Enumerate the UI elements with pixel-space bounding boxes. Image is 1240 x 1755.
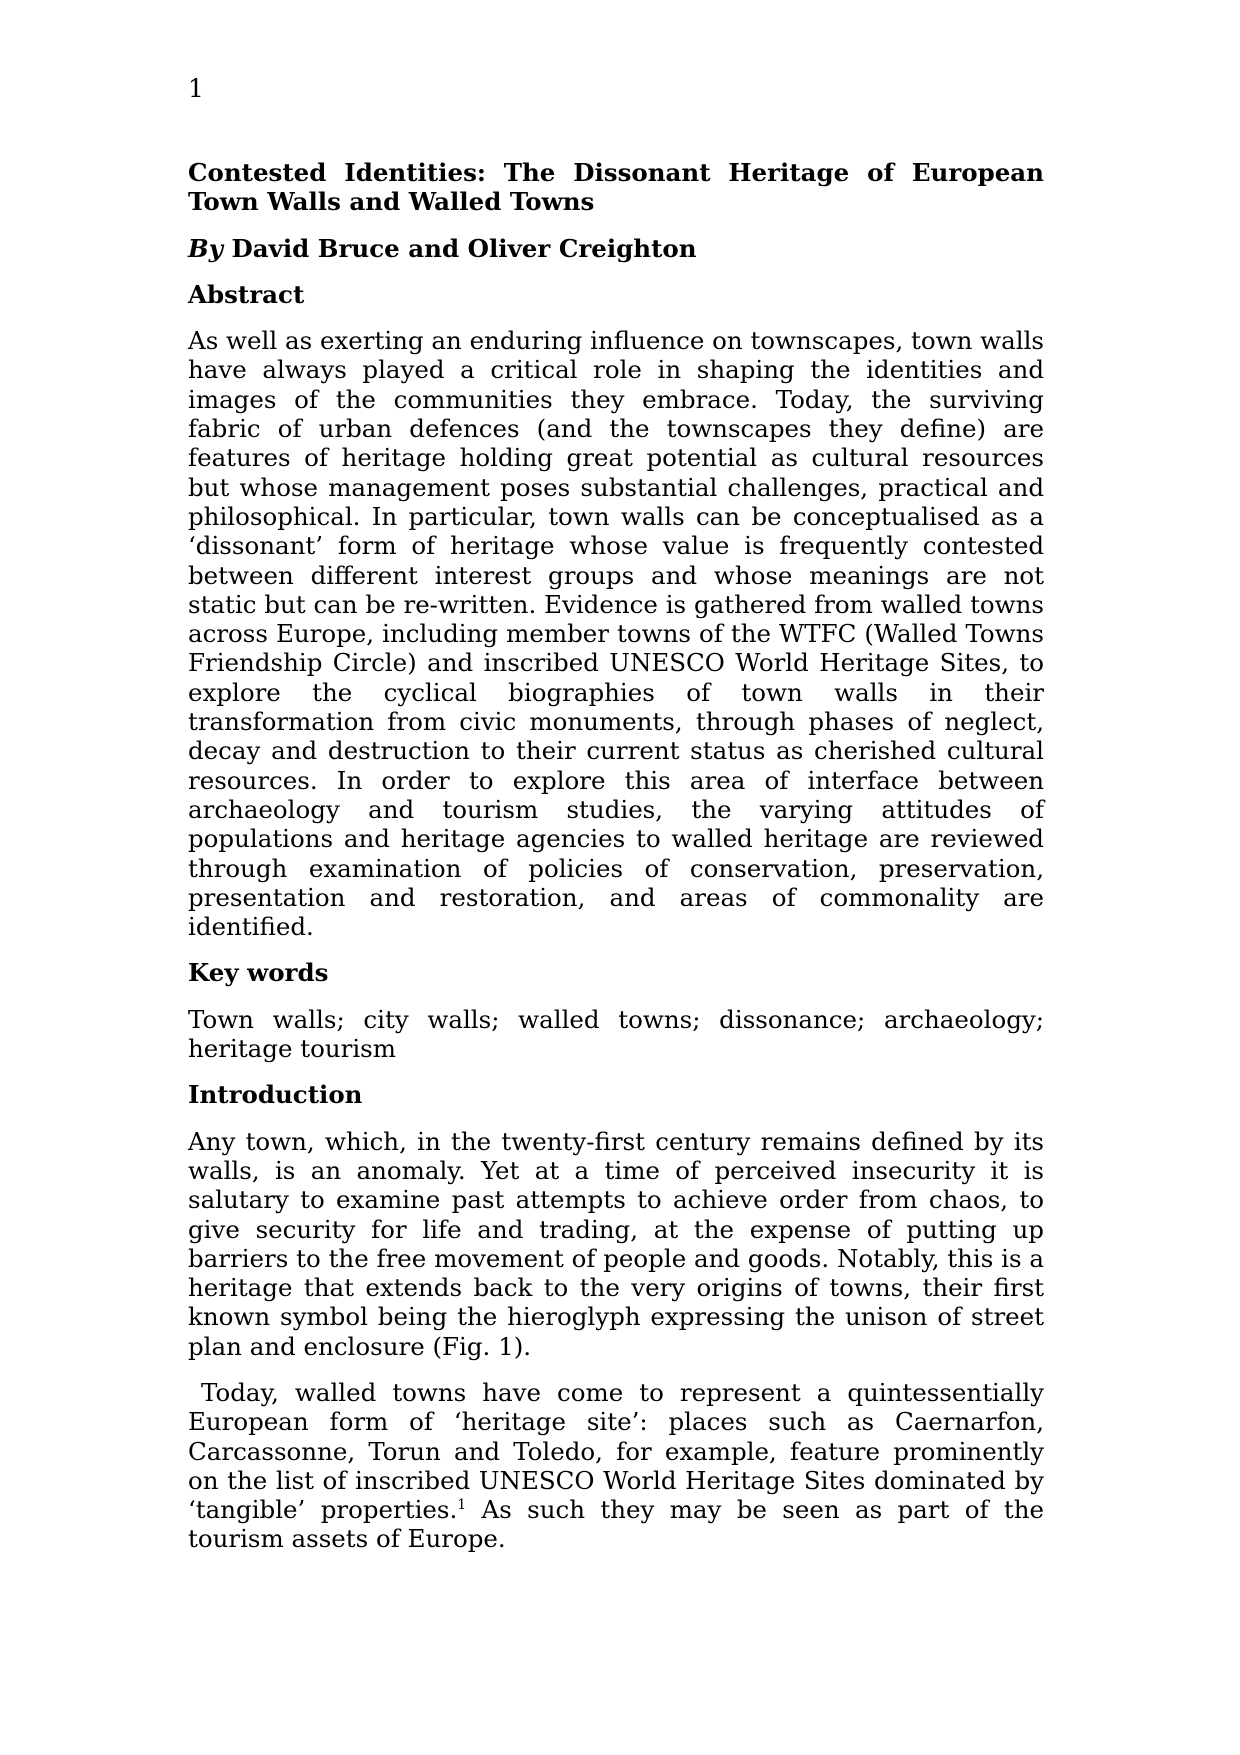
keywords-heading: Key words xyxy=(188,958,329,988)
paragraph-2-text: Today, walled towns have come to represent a quintessentially European form of ‘heritage site’: places such as Caernarfon, Carcassonne, Torun and Toledo, for example, feature prominently on the list of inscribed UNESCO World Heritage Sites dominated by ‘tangible’ properties. xyxy=(188,1377,1044,1525)
introduction-paragraph-2 xyxy=(188,1378,1044,1554)
footnote-marker[interactable]: 1 xyxy=(457,1497,467,1514)
abstract-text: As well as exerting an enduring influence on townscapes, town walls have always played a critical role in shaping the identities and images of the communities they embrace. Today, the surviving fabric of urban defences (and the townscapes they define) are features of heritage holding great potential as cultural resources but whose management poses substantial challenges, practical and philosophical. In particular, town walls can be conceptualised as a ‘dissonant’ form of heritage whose value is frequently contested between different interest groups and whose meanings are not static but can be re-written. Evidence is gathered from walled towns across Europe, including member towns of the WTFC (Walled Towns Friendship Circle) and inscribed UNESCO World Heritage Sites, to explore the cyclical biographies of town walls in their transformation from civic monuments, through phases of neglect, decay and destruction to their current status as cherished cultural resources. In order to explore this area of interface between archaeology and tourism studies, the varying attitudes of populations and heritage agencies to walled heritage are reviewed through examination of policies of conservation, preservation, presentation and restoration, and areas of commonality are identified. xyxy=(188,326,1044,942)
title-line-2: Town Walls and Walled Towns xyxy=(188,187,595,217)
byline-prefix: By xyxy=(188,233,223,263)
byline-authors: David Bruce and Oliver Creighton xyxy=(222,233,697,263)
document-title xyxy=(188,158,1044,217)
byline xyxy=(188,234,1044,263)
paragraph-2-continuation: As such they may be seen as part of the tourism assets of Europe. xyxy=(188,1495,1044,1554)
introduction-paragraph-1: Any town, which, in the twenty-first century remains defined by its walls, is an anomaly. Yet at a time of perceived insecurity it is salutary to examine past attempts to achieve order from chaos, to give security for life and trading, at the expense of putting up barriers to the free movement of people and goods. Notably, this is a heritage that extends back to the very origins of towns, their first known symbol being the hieroglyph expressing the unison of street plan and enclosure (Fig. 1). xyxy=(188,1126,1044,1361)
keywords-text: Town walls; city walls; walled towns; dissonance; archaeology; heritage tourism xyxy=(188,1004,1044,1064)
title-line-1: Contested Identities: The Dissonant Heritage of European xyxy=(188,158,1044,187)
introduction-heading: Introduction xyxy=(188,1080,363,1110)
page-number: 1 xyxy=(188,74,204,103)
abstract-heading: Abstract xyxy=(188,279,305,309)
document-body xyxy=(188,158,1044,1571)
